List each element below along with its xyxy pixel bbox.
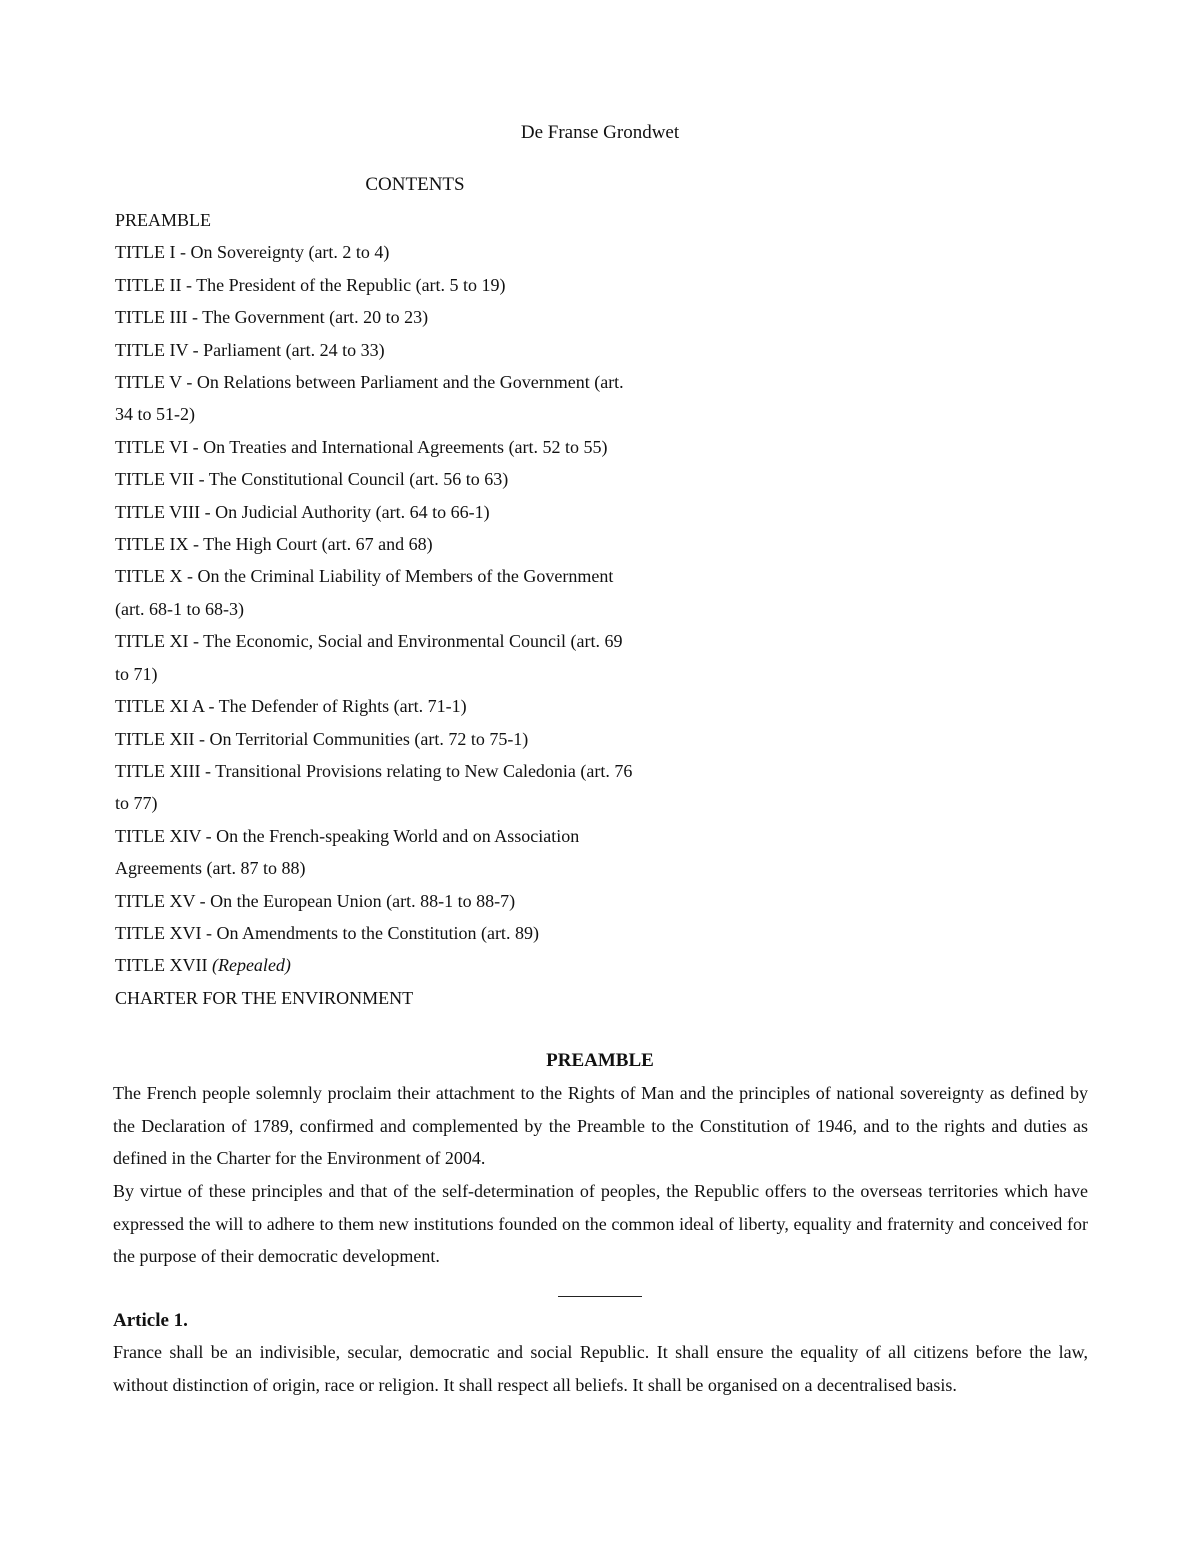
toc-entry: TITLE II - The President of the Republic (art. 5 to 19) bbox=[115, 274, 506, 295]
article-1-heading: Article 1. bbox=[113, 1310, 188, 1331]
section-separator bbox=[558, 1296, 642, 1297]
toc-entry: TITLE XIV - On the French-speaking World and on Association bbox=[115, 825, 580, 846]
article-1-text: France shall be an indivisible, secular, democratic and social Republic. It shall ensure the equality of all citizens before the law, without distinction of origin, race or religion. It shall respect all beliefs. It shall be organised on a decentralised basis. bbox=[113, 1342, 1088, 1395]
toc-entry: TITLE XI A - The Defender of Rights (art. 71-1) bbox=[115, 696, 467, 717]
toc-entry: PREAMBLE bbox=[115, 210, 212, 230]
toc-entry: TITLE XII - On Territorial Communities (art. 72 to 75-1) bbox=[115, 728, 529, 749]
preamble-paragraph-1: The French people solemnly proclaim their attachment to the Rights of Man and the principles of national sovereignty as defined by the Declaration of 1789, confirmed and complemented by the Preamble to the Constitution of 1946, and to the rights and duties as defined in the Charter for the Environment of 2004. bbox=[113, 1083, 1088, 1169]
toc-entry-charter: CHARTER FOR THE ENVIRONMENT bbox=[115, 987, 414, 1008]
table-of-contents bbox=[115, 204, 735, 1014]
toc-entry: TITLE VI - On Treaties and International Agreements (art. 52 to 55) bbox=[115, 436, 608, 457]
toc-entry: TITLE I - On Sovereignty (art. 2 to 4) bbox=[115, 242, 390, 263]
toc-entry: TITLE X - On the Criminal Liability of Members of the Government bbox=[115, 566, 614, 587]
toc-entry: TITLE III - The Government (art. 20 to 23) bbox=[115, 307, 429, 328]
toc-entry: to 77) bbox=[115, 793, 158, 814]
toc-entry-title-xvii bbox=[115, 949, 735, 981]
toc-entry: TITLE XIII - Transitional Provisions relating to New Caledonia (art. 76 bbox=[115, 760, 633, 781]
toc-entry: TITLE V - On Relations between Parliament and the Government (art. bbox=[115, 372, 624, 393]
toc-entry: TITLE VIII - On Judicial Authority (art. 64 to 66-1) bbox=[115, 501, 490, 522]
preamble-heading: PREAMBLE bbox=[546, 1050, 654, 1071]
contents-heading: CONTENTS bbox=[365, 174, 465, 195]
toc-entry: Agreements (art. 87 to 88) bbox=[115, 858, 306, 879]
toc-repealed-note: (Repealed) bbox=[211, 955, 291, 976]
toc-title-xvii-label: TITLE XVII bbox=[115, 955, 212, 976]
preamble-paragraph-2: By virtue of these principles and that of the self-determination of peoples, the Republic offers to the overseas territories which have expressed the will to adhere to them new institutions founded on the common ideal of liberty, equality and fraternity and conceived for the purpose of their democratic development. bbox=[113, 1181, 1088, 1267]
toc-entry: TITLE IX - The High Court (art. 67 and 68) bbox=[115, 534, 433, 555]
toc-entry: TITLE XI - The Economic, Social and Environmental Council (art. 69 bbox=[115, 631, 623, 652]
toc-entry: 34 to 51-2) bbox=[115, 404, 195, 425]
toc-entry: (art. 68-1 to 68-3) bbox=[115, 598, 244, 619]
toc-entry: TITLE IV - Parliament (art. 24 to 33) bbox=[115, 339, 385, 360]
toc-entry: TITLE XV - On the European Union (art. 88-1 to 88-7) bbox=[115, 890, 516, 911]
toc-entry: TITLE XVI - On Amendments to the Constitution (art. 89) bbox=[115, 922, 539, 943]
toc-entry: TITLE VII - The Constitutional Council (art. 56 to 63) bbox=[115, 469, 509, 490]
document-title: De Franse Grondwet bbox=[520, 122, 680, 143]
toc-entry: to 71) bbox=[115, 663, 158, 684]
